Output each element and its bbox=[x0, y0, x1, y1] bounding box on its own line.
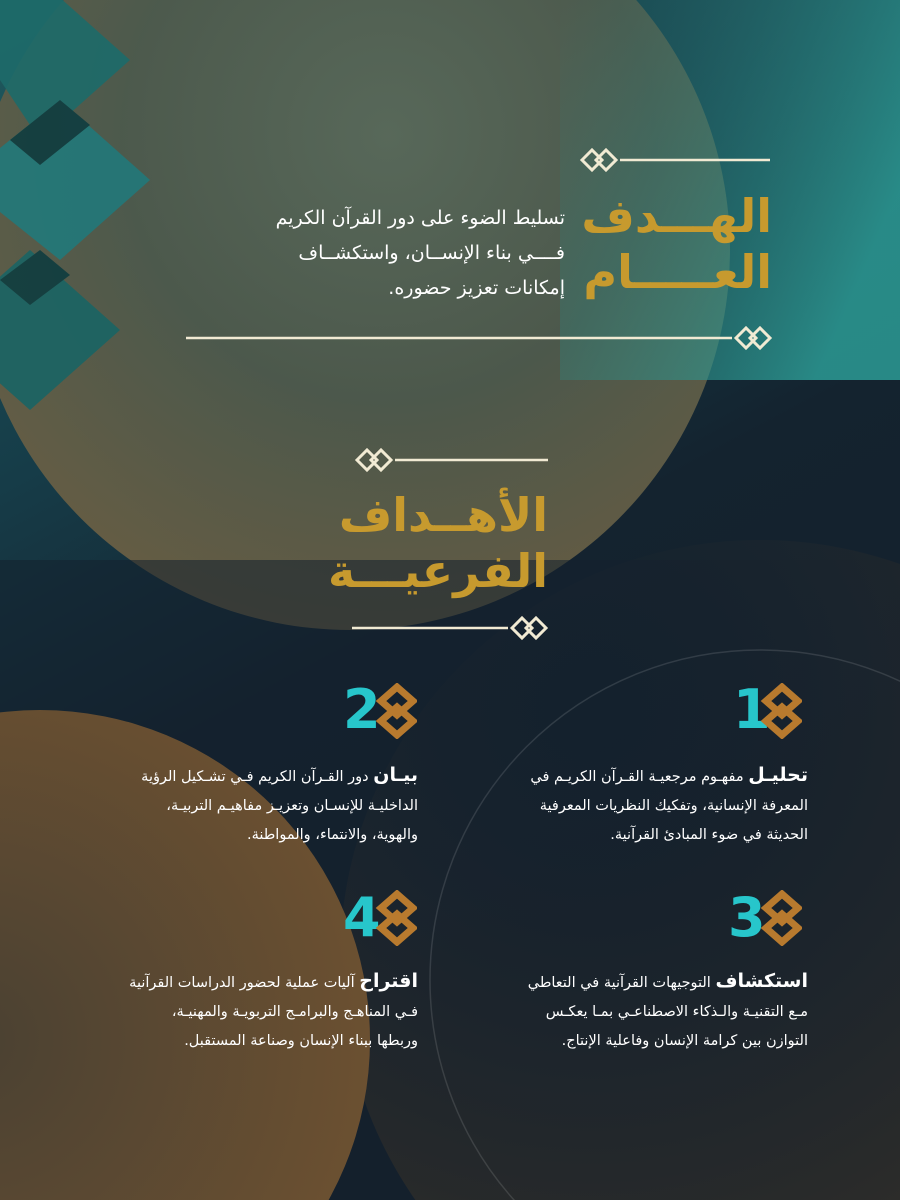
sub-goal-1-line2: المعرفة الإنسانية، وتفكيك النظريات المعرفية bbox=[539, 798, 808, 814]
sub-goal-4-keyword: اقتراح bbox=[359, 970, 418, 992]
general-goal-text-line3: إمكانات تعزيز حضوره. bbox=[388, 277, 565, 299]
sub-goal-2-line1 bbox=[0, 761, 418, 792]
sub-goal-1-line1 bbox=[388, 761, 808, 792]
sub-goal-4-line3: وربطها ببناء الإنسان وصناعة المستقبل. bbox=[184, 1033, 418, 1049]
sub-goal-3-line1-rest: التوجيهات القرآنية في التعاطي bbox=[527, 975, 716, 991]
sub-goal-2-line2: الداخليـة للإنسـان وتعزيـز مفاهيـم التربيـة، bbox=[166, 798, 418, 814]
general-goal-title-line2: العـــــام bbox=[583, 245, 772, 299]
sub-goal-2-line3: والهوية، والانتماء، والمواطنة. bbox=[247, 827, 418, 843]
sub-goal-4-line2: فـي المناهـج والبرامـج التربويـة والمهنيـة، bbox=[171, 1004, 418, 1020]
subgoals-top-divider-ornament bbox=[355, 443, 550, 473]
sub-goal-3-text bbox=[388, 967, 808, 1056]
sub-goal-2-keyword: بيـان bbox=[373, 764, 418, 786]
sub-goal-1-keyword: تحليـل bbox=[748, 764, 808, 786]
sub-goal-3-line1 bbox=[388, 967, 808, 998]
sub-goal-4-number: 4 bbox=[343, 886, 381, 949]
general-goal-description bbox=[235, 201, 565, 306]
sub-goal-3-keyword: استكشاف bbox=[715, 970, 808, 992]
sub-goal-2-text bbox=[0, 761, 418, 850]
general-goal-title-line1: الهـــدف bbox=[581, 189, 772, 243]
sub-goal-3-number: 3 bbox=[728, 886, 766, 949]
sub-goal-1-text bbox=[388, 761, 808, 850]
sub-goal-1-number: 1 bbox=[733, 678, 771, 741]
sub-goal-2-ornament-icon bbox=[375, 683, 417, 739]
general-goal-text-line1: تسليط الضوء على دور القرآن الكريم bbox=[275, 207, 565, 229]
sub-goal-4-text bbox=[0, 967, 418, 1056]
sub-goal-4-ornament-icon bbox=[375, 890, 417, 946]
sub-goals-title bbox=[308, 487, 548, 599]
sub-goals-title-line1: الأهــداف bbox=[338, 488, 548, 542]
sub-goal-3-line2: مـع التقنيـة والـذكاء الاصطناعـي بمـا يعكـس bbox=[545, 1004, 808, 1020]
sub-goal-4-line1 bbox=[0, 967, 418, 998]
subgoals-bottom-divider-ornament bbox=[350, 613, 550, 643]
top-divider-ornament bbox=[580, 143, 772, 173]
sub-goal-4-line1-rest: آليات عملية لحضور الدراسات القرآنية bbox=[129, 975, 360, 991]
middle-divider-ornament bbox=[184, 323, 774, 353]
general-goal-title bbox=[572, 188, 772, 300]
sub-goal-3-ornament-icon bbox=[760, 890, 802, 946]
general-goal-text-line2: فــــي بناء الإنســان، واستكشــاف bbox=[298, 242, 565, 264]
sub-goal-2-number: 2 bbox=[343, 678, 381, 741]
sub-goal-1-ornament-icon bbox=[760, 683, 802, 739]
sub-goal-3-line3: التوازن بين كرامة الإنسان وفاعلية الإنتاج. bbox=[561, 1033, 808, 1049]
sub-goal-1-line1-rest: مفهـوم مرجعيـة القـرآن الكريـم في bbox=[530, 769, 749, 785]
sub-goal-1-line3: الحديثة في ضوء المبادئ القرآنية. bbox=[610, 827, 808, 843]
sub-goal-2-line1-rest: دور القـرآن الكريم فـي تشـكيل الرؤية bbox=[141, 769, 374, 785]
sub-goals-title-line2: الفرعيـــة bbox=[327, 544, 548, 598]
